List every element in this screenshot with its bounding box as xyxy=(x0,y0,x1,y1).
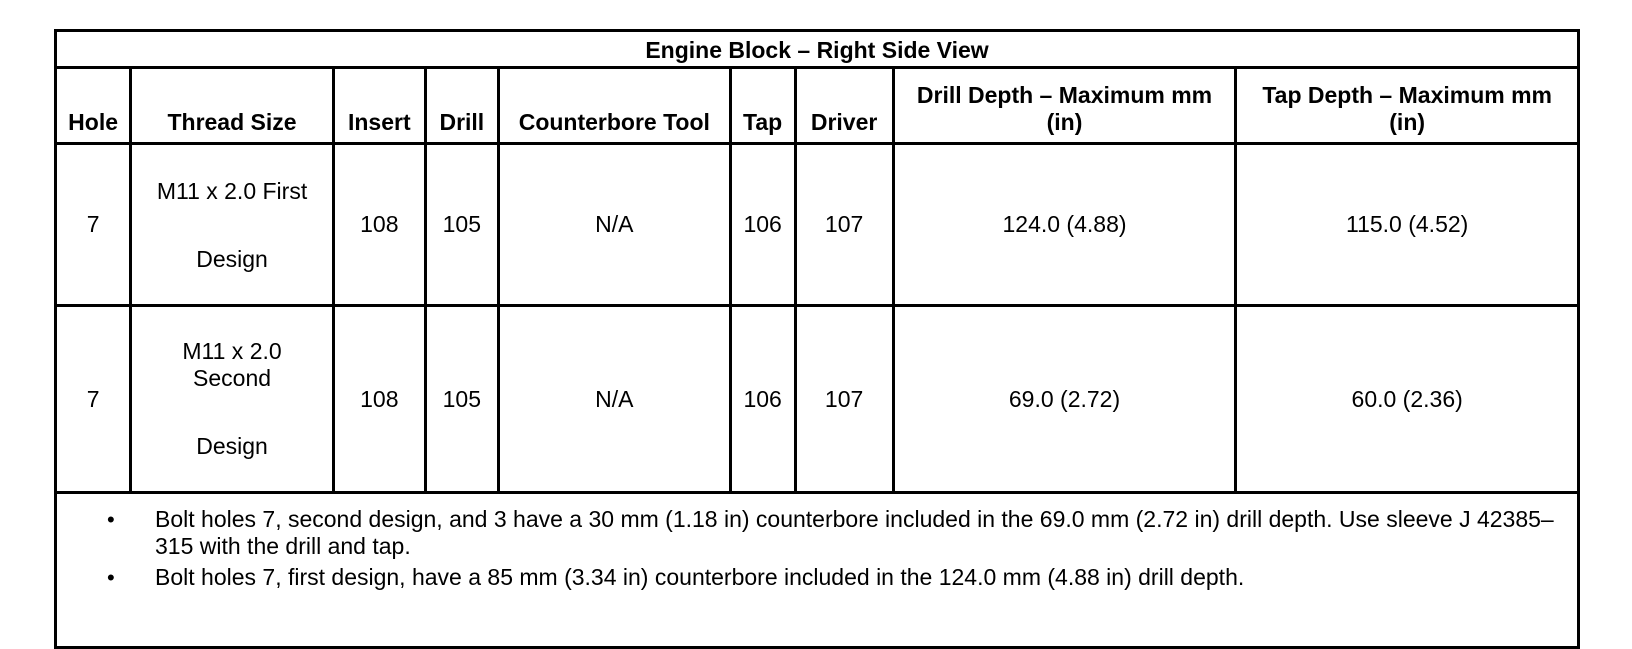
note-text: Bolt holes 7, first design, have a 85 mm (3.34 in) counterbore included in the 124.0 mm (4.88 in) drill depth. xyxy=(155,564,1245,590)
cell-drill: 105 xyxy=(425,306,498,493)
header-drill: Drill xyxy=(425,68,498,144)
notes-row xyxy=(56,493,1579,648)
table-title-row xyxy=(56,31,1579,68)
cell-driver: 107 xyxy=(795,144,893,306)
cell-hole: 7 xyxy=(56,144,131,306)
cell-tap: 106 xyxy=(730,306,795,493)
header-thread-size: Thread Size xyxy=(131,68,334,144)
header-tap: Tap xyxy=(730,68,795,144)
note-item xyxy=(57,506,1557,560)
thread-size-top: M11 x 2.0 First xyxy=(156,178,308,204)
header-tap-depth xyxy=(1236,68,1579,144)
cell-driver: 107 xyxy=(795,306,893,493)
cell-drill-depth: 69.0 (2.72) xyxy=(893,306,1236,493)
cell-tap-depth: 60.0 (2.36) xyxy=(1236,306,1579,493)
cell-tap-depth: 115.0 (4.52) xyxy=(1236,144,1579,306)
header-drill-depth-line2: (in) xyxy=(1046,109,1083,135)
table-row xyxy=(56,306,1579,493)
notes-list xyxy=(57,506,1557,591)
cell-thread-size xyxy=(131,306,334,493)
header-insert: Insert xyxy=(333,68,425,144)
table-title: Engine Block – Right Side View xyxy=(56,31,1579,68)
thread-size-top: M11 x 2.0 Second xyxy=(182,338,282,391)
cell-counterbore-tool: N/A xyxy=(498,144,730,306)
cell-tap: 106 xyxy=(730,144,795,306)
engine-block-spec-table xyxy=(54,29,1580,649)
note-text: Bolt holes 7, second design, and 3 have a 30 mm (1.18 in) counterbore included in the 69.0 mm (2.72 in) drill depth. Use sleeve J 42385–315 with the drill and tap. xyxy=(155,506,1554,559)
header-hole: Hole xyxy=(56,68,131,144)
table-header-row xyxy=(56,68,1579,144)
header-drill-depth-line1: Drill Depth – Maximum mm xyxy=(916,82,1213,108)
header-tap-depth-line1: Tap Depth – Maximum mm xyxy=(1262,82,1552,108)
cell-hole: 7 xyxy=(56,306,131,493)
cell-drill-depth: 124.0 (4.88) xyxy=(893,144,1236,306)
header-drill-depth xyxy=(893,68,1236,144)
notes-cell xyxy=(56,493,1579,648)
bullet-icon: • xyxy=(107,507,115,532)
cell-thread-size xyxy=(131,144,334,306)
bullet-icon: • xyxy=(107,565,115,590)
cell-drill: 105 xyxy=(425,144,498,306)
cell-insert: 108 xyxy=(333,306,425,493)
cell-insert: 108 xyxy=(333,144,425,306)
thread-size-bottom: Design xyxy=(196,246,268,272)
note-item xyxy=(57,564,1557,591)
header-tap-depth-line2: (in) xyxy=(1389,109,1426,135)
table-row xyxy=(56,144,1579,306)
header-driver: Driver xyxy=(795,68,893,144)
header-counterbore-tool: Counterbore Tool xyxy=(498,68,730,144)
cell-counterbore-tool: N/A xyxy=(498,306,730,493)
thread-size-bottom: Design xyxy=(196,433,268,459)
